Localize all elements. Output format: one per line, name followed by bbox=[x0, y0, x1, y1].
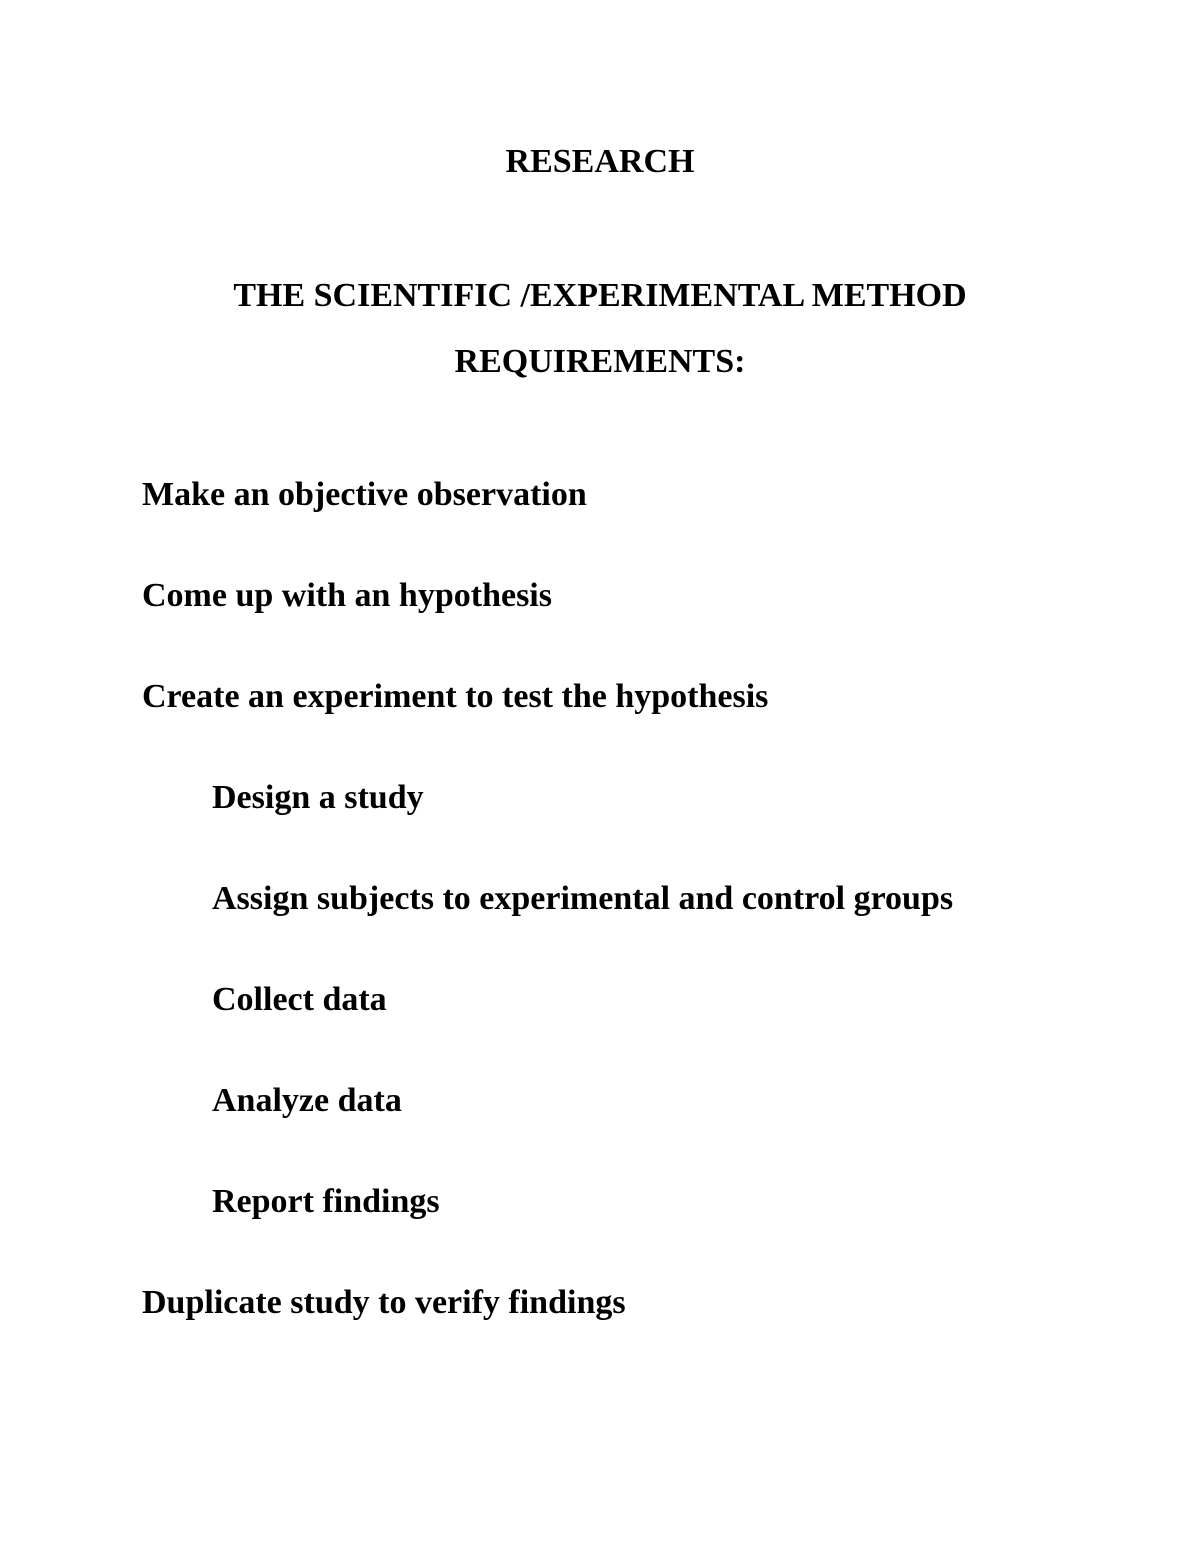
document-title: RESEARCH bbox=[505, 143, 695, 180]
substep-item: Analyze data bbox=[212, 1082, 402, 1119]
substep-item: Collect data bbox=[212, 981, 387, 1018]
requirements-heading: REQUIREMENTS: bbox=[454, 343, 746, 380]
document-subtitle: THE SCIENTIFIC /EXPERIMENTAL METHOD bbox=[233, 277, 967, 314]
step-item: Come up with an hypothesis bbox=[142, 577, 552, 614]
substep-item: Report findings bbox=[212, 1183, 440, 1220]
step-item: Duplicate study to verify findings bbox=[142, 1284, 626, 1321]
step-item: Create an experiment to test the hypothesis bbox=[142, 678, 769, 715]
substep-item: Assign subjects to experimental and control groups bbox=[212, 880, 954, 917]
step-item: Make an objective observation bbox=[142, 476, 587, 513]
substep-item: Design a study bbox=[212, 779, 424, 816]
